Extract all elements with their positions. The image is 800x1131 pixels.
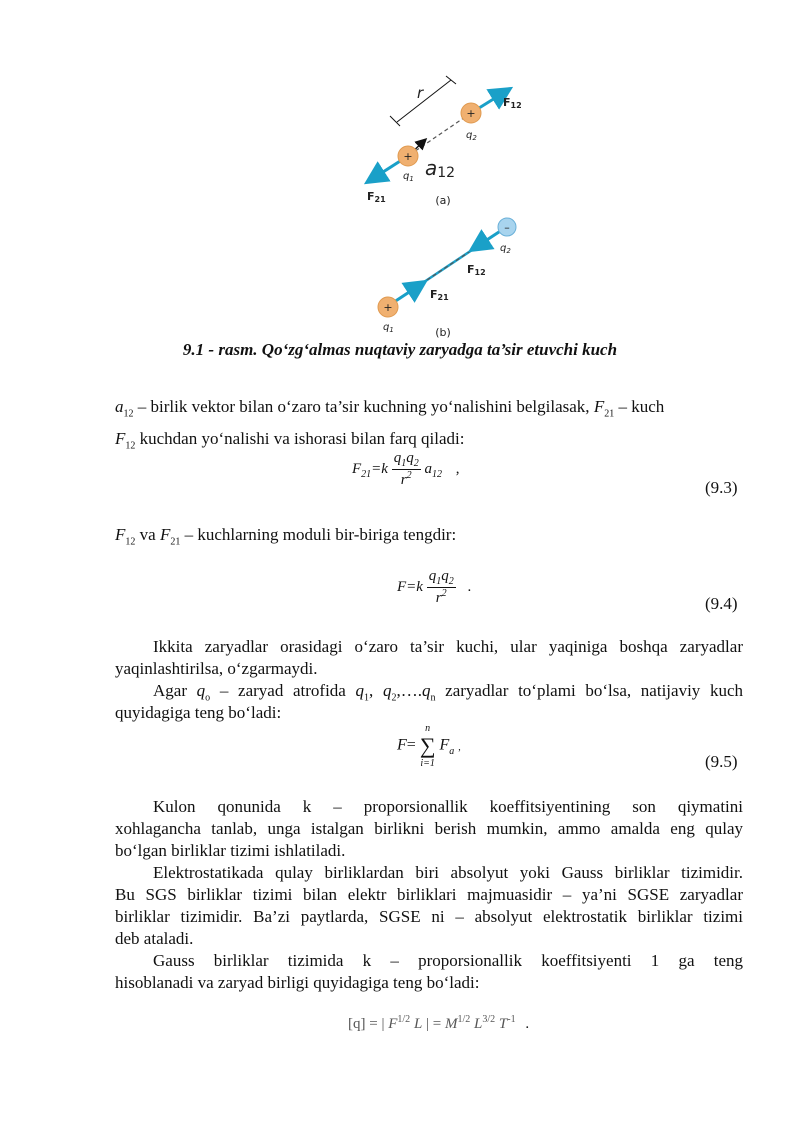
paragraph-gauss-1: Elektrostatikada qulay birliklardan biri absolyut yoki Gauss birliklar tizimidir. [153,863,743,882]
charge-interaction-figure [355,68,545,340]
paragraph-modulus: $F_{12}$ va $F_{21}$ – kuchlarning moduli bir-biriga tengdir: [115,525,457,548]
label-q2-b: $q_2$ [500,243,511,255]
figure-caption: 9.1 - rasm. Qo‘zg‘almas nuqtaviy zaryadga ta’sir etuvchi kuch [182,340,618,359]
label-f12-a: F12 [503,96,522,110]
symbol-f21: F [593,397,605,416]
paragraph-superposition-2: quyidagiga teng bo‘ladi: [115,703,282,722]
label-q1-a: $q_1$ [403,171,414,183]
paragraph-superposition-1: Agar $q_o$ – zaryad atrofida $q_1$, $q_2,\dots.q_n$ zaryadlar to‘plami bo‘lsa, natijaviy kuch [153,681,744,704]
equation-number-9-5: (9.5) [705,752,738,771]
paragraph-direction: $F_{12}$ kuchdan yo‘nalishi va ishorasi bilan farq qiladi: [115,429,465,452]
label-q1-b: $q_1$ [383,322,394,334]
paragraph-gauss-2: Bu SGS birliklar tizimi bilan elektr birliklari majmuasidir – ya’ni SGSE zaryadlar [115,885,743,904]
sign-q1-b: + [383,301,393,314]
sign-q2-b: – [504,221,510,234]
distance-line [397,80,451,122]
equation-number-9-4: (9.4) [705,594,738,613]
paragraph-coefficient-1: Kulon qonunida k – proporsionallik koeffitsiyentining son qiymatini [153,797,743,816]
paragraph-gauss-4: deb ataladi. [115,929,194,948]
label-a12: a12 [425,156,456,181]
equation-9-4: F=k $\frac{q_1q_2}{r^2}$ . [397,568,472,606]
equation-9-3: $F_{21}=k$ $\frac{q_1q_2}{r^2}$ $a_{12}$ , [352,450,460,488]
paragraph-gauss-3: birliklar tizimidir. Ba’zi paytlarda, SGSE ni – absolyut elektrostatik birliklar tizimi [115,907,743,926]
label-q2-a: $q_2$ [466,130,477,142]
figure-svg [355,68,545,340]
symbol-a12: a [115,397,124,416]
label-f21-a: F21 [367,190,386,204]
paragraph-interaction-2: yaqinlashtirilsa, o‘zgarmaydi. [115,659,318,678]
equation-number-9-3: (9.3) [705,478,738,497]
paragraph-interaction-1: Ikkita zaryadlar orasidagi o‘zaro ta’sir kuchi, ular yaqiniga boshqa zaryadlar [153,637,743,656]
label-f12-b: F12 [467,263,486,277]
equation-9-5: F= n ∑ i=1 $F_a$ , [397,723,461,769]
paragraph-coefficient-3: bo‘lgan birliklar tizimi ishlatiladi. [115,841,346,860]
paragraph-unit-vector: $a_{12}$ – birlik vektor bilan o‘zaro ta’sir kuchning yo‘nalishini belgilasak, $F_{21}$ – kuch [115,397,665,420]
panel-label-b: (b) [435,326,451,339]
panel-label-a: (a) [435,194,451,207]
paragraph-coefficient-2: xohlagancha tanlab, unga istalgan birlikni berish mumkin, ammo amalda eng qulay [115,819,743,838]
paragraph-unit-charge-2: hisoblanadi va zaryad birligi quyidagiga teng bo‘ladi: [115,973,480,992]
sign-q2-a: + [466,107,476,120]
equation-unit-charge: [q] = | $F^{1/2}$ L | = $M^{1/2}$ $L^{3/2}$ $T^{-1}$ . [348,1014,530,1032]
label-f21-b: F21 [430,288,449,302]
label-r: r [417,84,424,102]
sign-q1-a: + [403,150,413,163]
dashed-line-a [408,113,471,156]
paragraph-unit-charge-1: Gauss birliklar tizimida k – proporsionallik koeffitsiyenti 1 ga teng [153,951,743,970]
